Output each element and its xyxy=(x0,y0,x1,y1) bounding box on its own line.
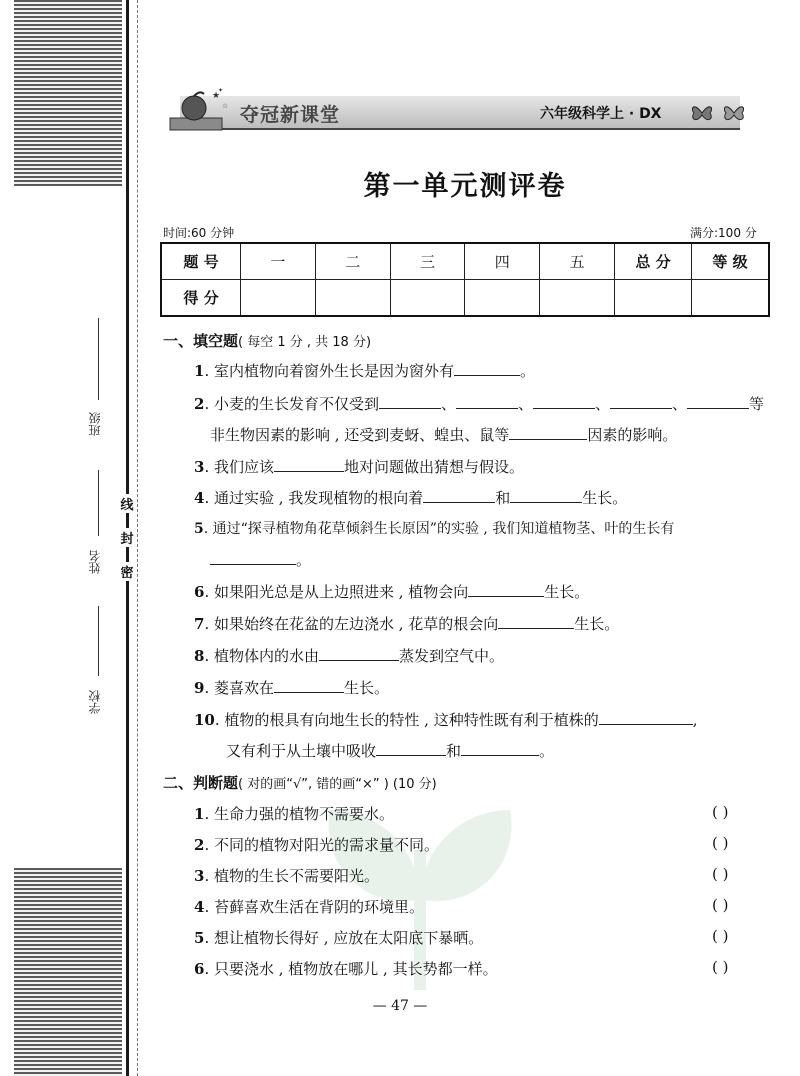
class-answer-line xyxy=(98,318,99,400)
question-2 xyxy=(194,393,764,414)
question-text: . 植物的根具有向地生长的特性 , 这种特性既有利于植株的 xyxy=(214,711,599,729)
score-table-header-cell: 一 xyxy=(241,243,316,280)
score-table-header-cell: 二 xyxy=(315,243,390,280)
question-number: 2 xyxy=(194,836,205,854)
score-table-header-cell: 题 号 xyxy=(161,243,241,280)
score-cell[interactable] xyxy=(540,280,615,317)
score-table-score-row xyxy=(161,280,769,317)
judge-item xyxy=(194,803,394,824)
question-number: 10 xyxy=(194,711,215,729)
question-text: 和 xyxy=(446,742,462,760)
question-text: . 植物的生长不需要阳光。 xyxy=(204,867,379,885)
answer-blank[interactable] xyxy=(498,614,574,629)
question-text: . 室内植物向着窗外生长是因为窗外有 xyxy=(204,362,454,380)
score-table-header-cell: 三 xyxy=(390,243,465,280)
binding-stripe-top xyxy=(14,0,122,186)
question-number: 4 xyxy=(194,489,205,507)
score-table-header-cell: 等 级 xyxy=(692,243,770,280)
answer-parentheses[interactable]: ( ) xyxy=(712,865,729,883)
question-text: 生长。 xyxy=(582,489,628,507)
separator: 、 xyxy=(518,395,534,413)
question-text: . 菱喜欢在 xyxy=(204,679,274,697)
score-table-header-cell: 五 xyxy=(540,243,615,280)
answer-blank[interactable] xyxy=(599,710,693,725)
answer-parentheses[interactable]: ( ) xyxy=(712,834,729,852)
question-text: . 小麦的生长发育不仅受到 xyxy=(204,395,379,413)
full-score: 满分:100 分 xyxy=(690,226,757,240)
answer-blank[interactable] xyxy=(379,394,441,409)
score-cell[interactable] xyxy=(390,280,465,317)
answer-blank[interactable] xyxy=(461,741,539,756)
answer-blank[interactable] xyxy=(456,394,518,409)
separator: 、 xyxy=(440,395,456,413)
answer-blank[interactable] xyxy=(423,488,495,503)
question-text: . 想让植物长得好 , 应放在太阳底下暴晒。 xyxy=(204,929,484,947)
name-label: 姓名 xyxy=(88,550,102,574)
score-cell[interactable] xyxy=(692,280,770,317)
question-6 xyxy=(194,581,589,602)
judge-item xyxy=(194,958,498,979)
question-text: . 通过“探寻植物角花草倾斜生长原因”的实验 , 我们知道植物茎、叶的生长有 xyxy=(203,521,675,537)
answer-parentheses[interactable]: ( ) xyxy=(712,896,729,914)
question-text: 等 xyxy=(749,395,765,413)
question-number: 6 xyxy=(194,583,205,601)
question-number: 6 xyxy=(194,960,205,978)
question-1 xyxy=(194,360,535,381)
question-5-continued xyxy=(210,549,311,570)
school-answer-line xyxy=(98,606,99,676)
question-text: 因素的影响。 xyxy=(587,426,678,444)
butterfly-icon xyxy=(690,102,714,124)
answer-parentheses[interactable]: ( ) xyxy=(712,927,729,945)
page-number: — 47 — xyxy=(372,998,428,1014)
score-table-header-cell: 四 xyxy=(465,243,540,280)
question-text: . 生命力强的植物不需要水。 xyxy=(204,805,394,823)
question-number: 7 xyxy=(194,615,205,633)
judge-item xyxy=(194,865,379,886)
butterfly-icon xyxy=(722,102,746,124)
question-text: 。 xyxy=(539,742,555,760)
question-number: 3 xyxy=(194,458,205,476)
svg-text:★: ★ xyxy=(212,91,221,101)
question-number: 5 xyxy=(194,521,204,537)
svg-text:✦: ✦ xyxy=(218,88,224,94)
answer-blank[interactable] xyxy=(454,361,520,376)
score-table xyxy=(160,242,770,317)
question-4 xyxy=(194,487,627,508)
question-7 xyxy=(194,613,619,634)
school-label: 学校 xyxy=(88,690,102,714)
answer-blank[interactable] xyxy=(687,394,749,409)
question-text: 又有利于从土壤中吸收 xyxy=(226,742,377,760)
brand-name: 夺冠新课堂 xyxy=(240,104,341,126)
question-number: 2 xyxy=(194,395,205,413)
question-8 xyxy=(194,645,504,666)
question-2-continued xyxy=(210,424,677,445)
answer-blank[interactable] xyxy=(510,488,582,503)
section1-heading xyxy=(163,330,371,351)
score-table-header-cell: 总 分 xyxy=(615,243,692,280)
section1-note: ( 每空 1 分 , 共 18 分) xyxy=(238,335,372,350)
binding-stripe-bottom xyxy=(14,868,122,1076)
question-number: 3 xyxy=(194,867,205,885)
question-text: 生长。 xyxy=(574,615,620,633)
judge-item xyxy=(194,927,483,948)
seal-char-seal: 封 xyxy=(120,528,134,547)
score-table-header-row xyxy=(161,243,769,280)
question-text: . 不同的植物对阳光的需求量不同。 xyxy=(204,836,439,854)
question-text: . 只要浇水 , 植物放在哪儿 , 其长势都一样。 xyxy=(204,960,498,978)
judge-item xyxy=(194,896,424,917)
grade-subject: 六年级科学上 · DX xyxy=(540,106,662,122)
apple-books-logo-icon xyxy=(164,88,240,134)
answer-blank[interactable] xyxy=(509,425,587,440)
question-number: 1 xyxy=(194,362,205,380)
answer-blank[interactable] xyxy=(376,741,446,756)
page-header xyxy=(160,88,750,134)
question-9 xyxy=(194,677,389,698)
question-text: . 通过实验 , 我发现植物的根向着 xyxy=(204,489,424,507)
answer-parentheses[interactable]: ( ) xyxy=(712,958,729,976)
question-text: 蒸发到空气中。 xyxy=(398,647,504,665)
question-text: , xyxy=(692,711,698,729)
section2-note: ( 对的画“√”, 错的画“×” ) (10 分) xyxy=(238,777,437,792)
answer-parentheses[interactable]: ( ) xyxy=(712,803,729,821)
question-text: 和 xyxy=(495,489,511,507)
question-text: . 如果阳光总是从上边照进来 , 植物会向 xyxy=(204,583,469,601)
question-text: 。 xyxy=(296,551,312,569)
judge-item xyxy=(194,834,439,855)
question-text: 。 xyxy=(519,362,535,380)
question-text: 地对问题做出猜想与假设。 xyxy=(343,458,524,476)
question-number: 9 xyxy=(194,679,205,697)
section1-title: 一、填空题 xyxy=(163,332,239,350)
question-text: . 如果始终在花盆的左边浇水 , 花草的根会向 xyxy=(204,615,499,633)
question-text: 生长。 xyxy=(343,679,389,697)
section2-title: 二、判断题 xyxy=(163,774,239,792)
question-text: . 苔藓喜欢生活在背阴的环境里。 xyxy=(204,898,424,916)
section2-heading xyxy=(163,772,437,793)
score-row-label: 得 分 xyxy=(161,280,241,317)
answer-blank[interactable] xyxy=(274,678,344,693)
score-cell[interactable] xyxy=(241,280,316,317)
question-number: 4 xyxy=(194,898,205,916)
question-text: 非生物因素的影响 , 还受到麦蚜、蝗虫、鼠等 xyxy=(210,426,510,444)
score-cell[interactable] xyxy=(615,280,692,317)
answer-blank[interactable] xyxy=(610,394,672,409)
question-text: . 植物体内的水由 xyxy=(204,647,319,665)
question-10-continued xyxy=(226,740,554,761)
seal-char-line: 线 xyxy=(120,494,134,513)
answer-blank[interactable] xyxy=(210,550,296,565)
answer-blank[interactable] xyxy=(468,582,544,597)
answer-blank[interactable] xyxy=(274,457,344,472)
question-5 xyxy=(194,518,674,538)
answer-blank[interactable] xyxy=(319,646,399,661)
question-number: 8 xyxy=(194,647,205,665)
separator: 、 xyxy=(672,395,688,413)
svg-text:☆: ☆ xyxy=(222,102,229,110)
question-10 xyxy=(194,709,698,730)
class-label: 班级 xyxy=(88,412,102,436)
answer-blank[interactable] xyxy=(533,394,595,409)
page-title: 第一单元测评卷 xyxy=(363,171,567,202)
seal-char-secret: 密 xyxy=(120,562,134,581)
question-number: 5 xyxy=(194,929,205,947)
question-3 xyxy=(194,456,524,477)
question-number: 1 xyxy=(194,805,205,823)
binding-dashed-line xyxy=(137,0,138,1076)
separator: 、 xyxy=(595,395,611,413)
score-cell[interactable] xyxy=(315,280,390,317)
score-cell[interactable] xyxy=(465,280,540,317)
question-text: 生长。 xyxy=(544,583,590,601)
question-text: . 我们应该 xyxy=(204,458,274,476)
name-answer-line xyxy=(98,470,99,536)
exam-time: 时间:60 分钟 xyxy=(163,226,235,240)
